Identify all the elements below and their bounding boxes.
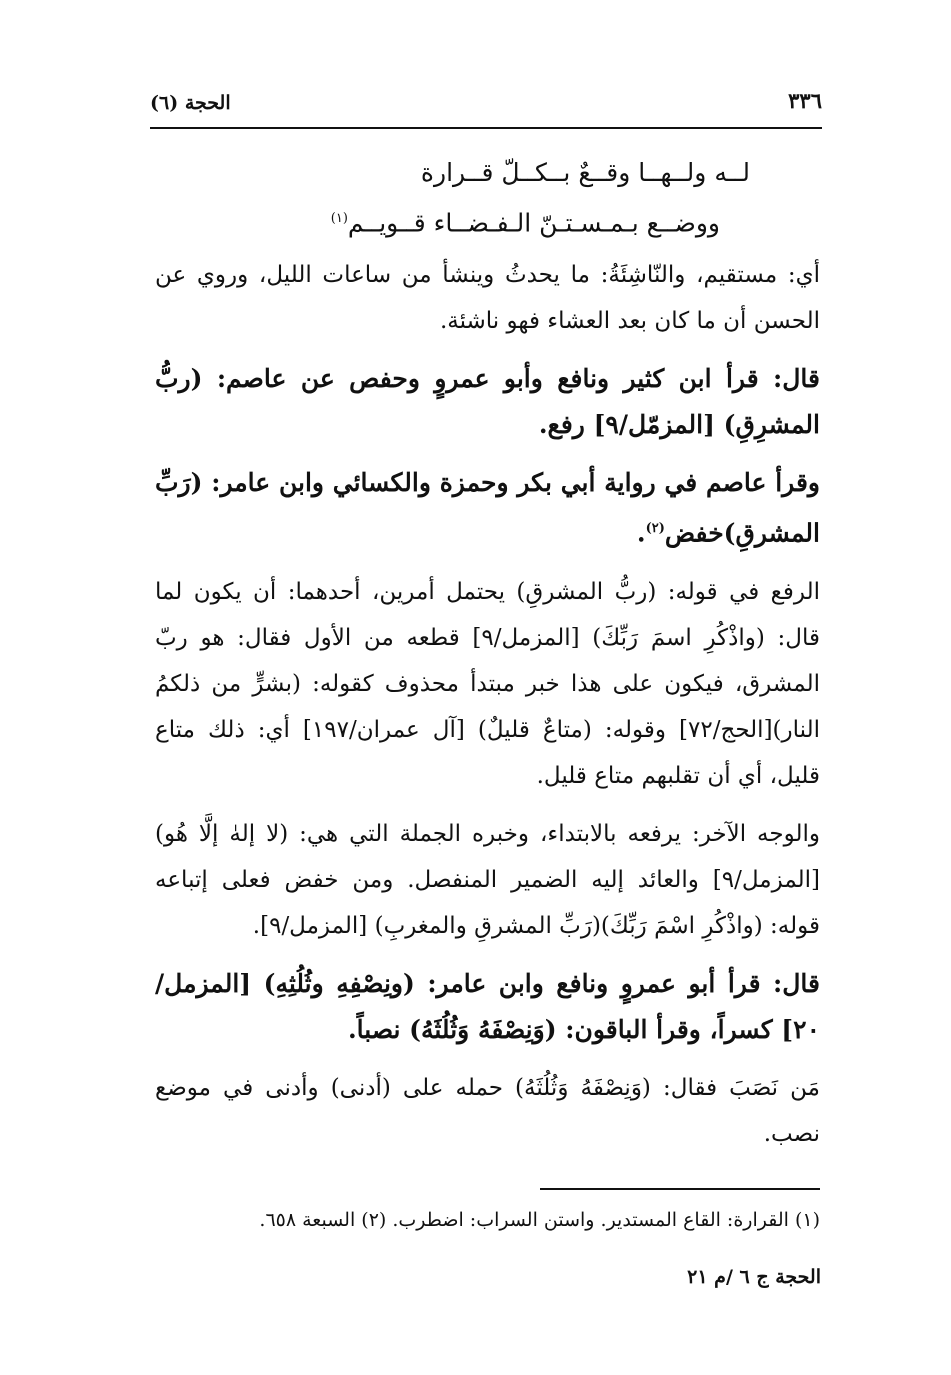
paragraph-7: مَن نَصَبَ فقال: (وَنِصْفَهُ وَثُلُثَهُ) حمله على (أدنى) وأدنى في موضع نصب.: [155, 1074, 820, 1147]
verse-line-1: لــه ولــهــا وقــعٌ بــكــلّ قــرارة: [420, 158, 750, 187]
paragraph-6: قال: قرأ أبو عمروٍ ونافع وابن عامر: (ونِصْفِهِ وثُلُثِهِ) [المزمل/٢٠] كسراً، وقرأ الباقون: (وَنِصْفَهُ وَثُلُثَهُ) نصباً.: [155, 968, 820, 1044]
page-header: [150, 88, 822, 124]
paragraph-3: [155, 460, 820, 556]
verse-line-2: [155, 196, 820, 246]
running-title: الحجة (٦): [150, 92, 231, 114]
paragraph-4: الرفع في قوله: (ربُّ المشرقِ) يحتمل أمرين، أحدهما: أن يكون لما قال: (واذْكُرِ اسمَ رَبِّكَ) [المزمل/٩] قطعه من الأول فقال: هو ربّ المشرق، فيكون على هذا خبر مبتدأ محذوف كقوله: (بشرٍّ من ذلكمُ النار)[الحج/٧٢] وقوله: (متاعٌ قليلٌ) [آل عمران/١٩٧] أي: ذلك متاع قليل، أي أن تقلبهم متاع قليل.: [155, 578, 820, 789]
page-number: ٣٣٦: [788, 88, 822, 113]
header-divider: [150, 127, 822, 129]
footnote-reference-2: (٢): [645, 521, 665, 537]
paragraph-3-end: .: [636, 518, 646, 548]
footnotes: (١) القرارة: القاع المستدير. واستن السراب: اضطرب. (٢) السبعة ٦٥٨.: [259, 1209, 820, 1231]
main-text: [155, 150, 820, 1157]
signature-mark: الحجة ج ٦ /م ٢١: [687, 1266, 821, 1288]
footnote-divider: [540, 1188, 820, 1190]
paragraph-5: والوجه الآخر: يرفعه بالابتداء، وخبره الجملة التي هي: (لا إلهٰ إلَّا هُو) [المزمل/٩] والعائد إليه الضمير المنفصل. ومن خفض فعلى إتباعه قوله: (واذْكُرِ اسْمَ رَبِّكَ)(رَبِّ المشرقِ والمغربِ) [المزمل/٩].: [155, 820, 820, 939]
verse-line-2-text: ووضــع بـمـسـتـنّ الـفـضــاء قــويــم: [347, 208, 720, 238]
paragraph-1: أي: مستقيم، والنّاشِئَةُ: ما يحدثُ وينشأ من ساعات الليل، وروي عن الحسن أن ما كان بعد العشاء فهو ناشئة.: [155, 262, 820, 335]
poetry-verse: [155, 150, 820, 246]
paragraph-3-text: وقرأ عاصم في رواية أبي بكر وحمزة والكسائي وابن عامر: (رَبِّ المشرقِ)خفض: [155, 468, 820, 548]
footnote-reference-1: (١): [330, 211, 348, 226]
paragraph-2: قال: قرأ ابن كثير ونافع وأبو عمروٍ وحفص عن عاصم: (ربُّ المشرِقِ) [المزمّل/٩] رفع.: [155, 364, 820, 440]
